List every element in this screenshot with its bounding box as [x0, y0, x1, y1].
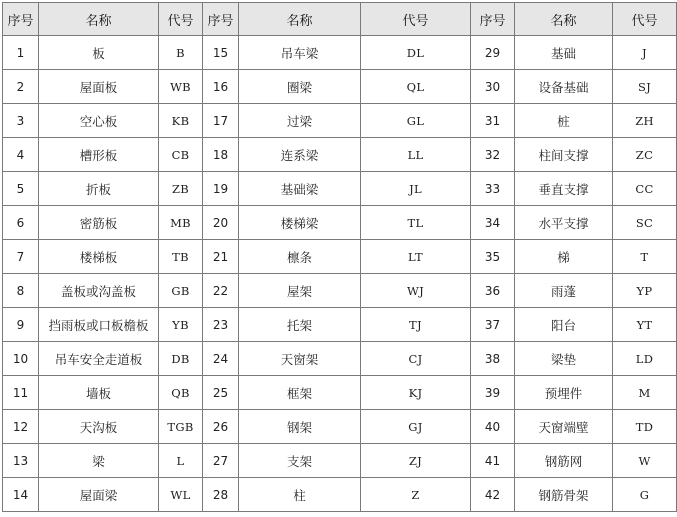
code-cell: GB [159, 274, 203, 308]
name-cell: 托架 [239, 308, 361, 342]
table-row [3, 138, 677, 172]
name-cell: 圈梁 [239, 70, 361, 104]
name-cell: 梯 [515, 240, 613, 274]
code-cell: ZJ [361, 444, 471, 478]
index-cell: 30 [471, 70, 515, 104]
index-cell: 38 [471, 342, 515, 376]
code-cell: YB [159, 308, 203, 342]
index-cell: 22 [203, 274, 239, 308]
code-cell: GJ [361, 410, 471, 444]
index-cell: 34 [471, 206, 515, 240]
index-cell: 19 [203, 172, 239, 206]
index-cell: 3 [3, 104, 39, 138]
index-cell: 31 [471, 104, 515, 138]
index-cell: 18 [203, 138, 239, 172]
code-cell: J [613, 36, 677, 70]
index-cell: 21 [203, 240, 239, 274]
index-cell: 36 [471, 274, 515, 308]
index-cell: 1 [3, 36, 39, 70]
index-cell: 42 [471, 478, 515, 512]
code-cell: YP [613, 274, 677, 308]
name-cell: 柱 [239, 478, 361, 512]
table-body [3, 36, 677, 512]
component-code-table [2, 2, 677, 512]
header-index-2: 序号 [203, 3, 239, 36]
name-cell: 桩 [515, 104, 613, 138]
index-cell: 10 [3, 342, 39, 376]
index-cell: 20 [203, 206, 239, 240]
code-cell: DB [159, 342, 203, 376]
code-cell: GL [361, 104, 471, 138]
name-cell: 墙板 [39, 376, 159, 410]
name-cell: 屋面板 [39, 70, 159, 104]
code-cell: SC [613, 206, 677, 240]
table-row [3, 172, 677, 206]
index-cell: 8 [3, 274, 39, 308]
name-cell: 折板 [39, 172, 159, 206]
index-cell: 29 [471, 36, 515, 70]
index-cell: 14 [3, 478, 39, 512]
name-cell: 吊车梁 [239, 36, 361, 70]
index-cell: 4 [3, 138, 39, 172]
name-cell: 钢筋骨架 [515, 478, 613, 512]
code-cell: YT [613, 308, 677, 342]
name-cell: 盖板或沟盖板 [39, 274, 159, 308]
name-cell: 槽形板 [39, 138, 159, 172]
name-cell: 水平支撑 [515, 206, 613, 240]
index-cell: 6 [3, 206, 39, 240]
index-cell: 24 [203, 342, 239, 376]
table-row [3, 308, 677, 342]
name-cell: 阳台 [515, 308, 613, 342]
index-cell: 2 [3, 70, 39, 104]
name-cell: 支架 [239, 444, 361, 478]
code-cell: KB [159, 104, 203, 138]
component-code-table-container [2, 2, 658, 512]
code-cell: CJ [361, 342, 471, 376]
code-cell: KJ [361, 376, 471, 410]
name-cell: 屋架 [239, 274, 361, 308]
name-cell: 设备基础 [515, 70, 613, 104]
table-row [3, 70, 677, 104]
name-cell: 空心板 [39, 104, 159, 138]
name-cell: 天窗架 [239, 342, 361, 376]
index-cell: 16 [203, 70, 239, 104]
index-cell: 26 [203, 410, 239, 444]
name-cell: 垂直支撑 [515, 172, 613, 206]
table-row [3, 36, 677, 70]
code-cell: G [613, 478, 677, 512]
name-cell: 天沟板 [39, 410, 159, 444]
index-cell: 37 [471, 308, 515, 342]
header-name-2: 名称 [239, 3, 361, 36]
table-row [3, 410, 677, 444]
code-cell: B [159, 36, 203, 70]
name-cell: 连系梁 [239, 138, 361, 172]
index-cell: 23 [203, 308, 239, 342]
index-cell: 27 [203, 444, 239, 478]
name-cell: 屋面梁 [39, 478, 159, 512]
index-cell: 35 [471, 240, 515, 274]
table-row [3, 342, 677, 376]
code-cell: L [159, 444, 203, 478]
table-row [3, 240, 677, 274]
name-cell: 梁垫 [515, 342, 613, 376]
code-cell: ZC [613, 138, 677, 172]
index-cell: 13 [3, 444, 39, 478]
code-cell: LT [361, 240, 471, 274]
header-name-3: 名称 [515, 3, 613, 36]
code-cell: JL [361, 172, 471, 206]
index-cell: 40 [471, 410, 515, 444]
index-cell: 15 [203, 36, 239, 70]
header-code-1: 代号 [159, 3, 203, 36]
code-cell: QB [159, 376, 203, 410]
name-cell: 基础梁 [239, 172, 361, 206]
code-cell: M [613, 376, 677, 410]
header-index-3: 序号 [471, 3, 515, 36]
index-cell: 28 [203, 478, 239, 512]
index-cell: 33 [471, 172, 515, 206]
header-name-1: 名称 [39, 3, 159, 36]
name-cell: 基础 [515, 36, 613, 70]
name-cell: 框架 [239, 376, 361, 410]
code-cell: TJ [361, 308, 471, 342]
code-cell: WL [159, 478, 203, 512]
table-row [3, 274, 677, 308]
code-cell: LL [361, 138, 471, 172]
index-cell: 5 [3, 172, 39, 206]
name-cell: 雨蓬 [515, 274, 613, 308]
name-cell: 楼梯板 [39, 240, 159, 274]
index-cell: 39 [471, 376, 515, 410]
table-row [3, 478, 677, 512]
code-cell: SJ [613, 70, 677, 104]
code-cell: LD [613, 342, 677, 376]
index-cell: 17 [203, 104, 239, 138]
code-cell: QL [361, 70, 471, 104]
name-cell: 吊车安全走道板 [39, 342, 159, 376]
name-cell: 檩条 [239, 240, 361, 274]
name-cell: 钢架 [239, 410, 361, 444]
header-row [3, 3, 677, 36]
header-code-3: 代号 [613, 3, 677, 36]
code-cell: WJ [361, 274, 471, 308]
name-cell: 柱间支撑 [515, 138, 613, 172]
header-index-1: 序号 [3, 3, 39, 36]
name-cell: 梁 [39, 444, 159, 478]
index-cell: 25 [203, 376, 239, 410]
code-cell: W [613, 444, 677, 478]
name-cell: 预埋件 [515, 376, 613, 410]
name-cell: 挡雨板或口板檐板 [39, 308, 159, 342]
code-cell: CC [613, 172, 677, 206]
name-cell: 过梁 [239, 104, 361, 138]
code-cell: TGB [159, 410, 203, 444]
index-cell: 12 [3, 410, 39, 444]
table-row [3, 376, 677, 410]
name-cell: 板 [39, 36, 159, 70]
index-cell: 7 [3, 240, 39, 274]
table-row [3, 444, 677, 478]
code-cell: T [613, 240, 677, 274]
name-cell: 楼梯梁 [239, 206, 361, 240]
code-cell: ZB [159, 172, 203, 206]
code-cell: DL [361, 36, 471, 70]
code-cell: WB [159, 70, 203, 104]
table-row [3, 104, 677, 138]
code-cell: Z [361, 478, 471, 512]
index-cell: 32 [471, 138, 515, 172]
table-row [3, 206, 677, 240]
header-code-2: 代号 [361, 3, 471, 36]
code-cell: CB [159, 138, 203, 172]
code-cell: ZH [613, 104, 677, 138]
index-cell: 41 [471, 444, 515, 478]
name-cell: 密筋板 [39, 206, 159, 240]
name-cell: 天窗端壁 [515, 410, 613, 444]
index-cell: 9 [3, 308, 39, 342]
index-cell: 11 [3, 376, 39, 410]
code-cell: TL [361, 206, 471, 240]
code-cell: TD [613, 410, 677, 444]
code-cell: MB [159, 206, 203, 240]
code-cell: TB [159, 240, 203, 274]
name-cell: 钢筋网 [515, 444, 613, 478]
